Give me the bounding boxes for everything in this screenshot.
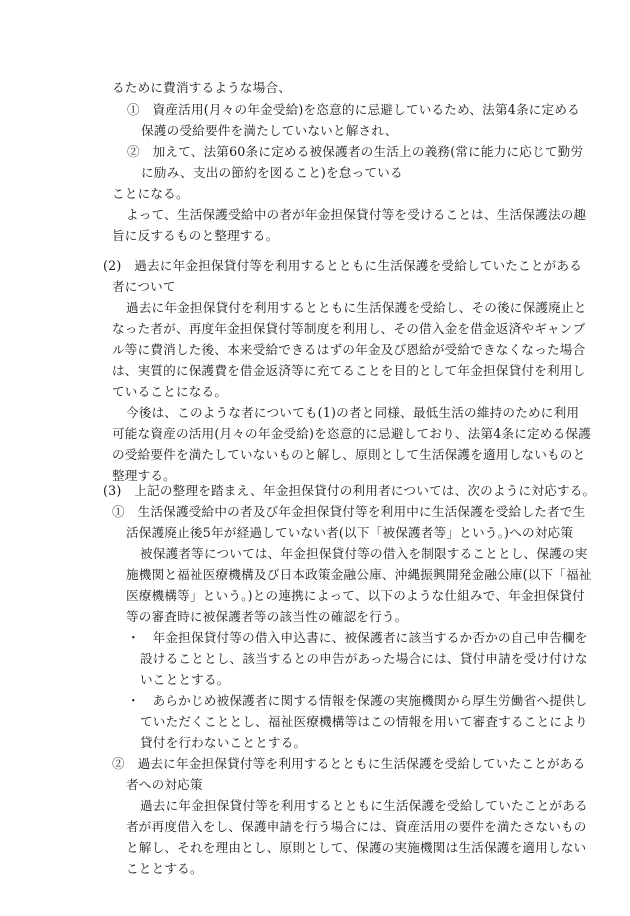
text-line: 貸付を行わないこととする。 (140, 735, 307, 750)
text-line: ・ あらかじめ被保護者に関する情報を保護の実施機関から厚生労働省へ提供し (127, 693, 588, 708)
text-line: こととする。 (126, 861, 203, 876)
text-line: 者について (112, 279, 176, 294)
text-line: 施機関と福祉医療機構及び日本政策金融公庫、沖縄振興開発金融公庫(以下「福祉 (126, 567, 592, 582)
text-line: (2) 過去に年金担保貸付等を利用するとともに生活保護を受給していたことがある (103, 258, 583, 273)
text-line: 医療機構等」という。)との連携によって、以下のような仕組みで、年金担保貸付 (126, 588, 585, 603)
text-line: 等の審査時に被保護者等の該当性の確認を行う。 (126, 609, 408, 624)
text-line: に励み、支出の節約を図ること)を怠っている (141, 165, 403, 180)
text-line: ていることになる。 (112, 384, 228, 399)
text-line: ・ 年金担保貸付等の借入申込書に、被保護者に該当するか否かの自己申告欄を (127, 630, 588, 645)
text-line: るために費消するような場合、 (112, 80, 292, 95)
text-line: 設けることとし、該当するとの申告があった場合には、貸付申請を受け付けな (140, 651, 588, 666)
text-line: 今後は、このような者についても(1)の者と同様、最低生活の維持のために利用 (126, 405, 580, 420)
text-line: 過去に年金担保貸付等を利用するとともに生活保護を受給していたことがある (140, 798, 588, 813)
text-line: なった者が、再度年金担保貸付等制度を利用し、その借入金を借金返済やギャンブ (112, 321, 586, 336)
text-line: ル等に費消した後、本来受給できるはずの年金及び恩給が受給できなくなった場合 (112, 342, 586, 357)
text-line: よって、生活保護受給中の者が年金担保貸付等を受けることは、生活保護法の趣 (126, 207, 587, 222)
text-line: 者が再度借入をし、保護申請を行う場合には、資産活用の要件を満たさないもの (126, 819, 587, 834)
text-line: ことになる。 (112, 186, 189, 201)
text-line: と解し、それを理由とし、原則として、保護の実施機関は生活保護を適用しない (126, 840, 587, 855)
text-line: いこととする。 (140, 672, 230, 687)
text-line: 可能な資産の活用(月々の年金受給)を恣意的に忌避しており、法第4条に定める保護 (112, 426, 592, 441)
text-line: ① 資産活用(月々の年金受給)を恣意的に忌避しているため、法第4条に定める (127, 102, 580, 117)
text-line: (3) 上記の整理を踏まえ、年金担保貸付の利用者については、次のように対応する。 (103, 483, 596, 498)
text-line: 保護の受給要件を満たしていないと解され、 (141, 123, 398, 138)
text-line: は、実質的に保護費を借金返済等に充てることを目的として年金担保貸付を利用し (112, 363, 586, 378)
text-line: 者への対応策 (126, 777, 203, 792)
text-line: 過去に年金担保貸付を利用するとともに生活保護を受給し、その後に保護廃止と (126, 300, 587, 315)
text-line: 被保護者等については、年金担保貸付等の借入を制限することとし、保護の実 (140, 546, 588, 561)
text-line: ① 生活保護受給中の者及び年金担保貸付等を利用中に生活保護を受給した者で生 (112, 504, 586, 519)
text-line: ② 過去に年金担保貸付等を利用するとともに生活保護を受給していたことがある (112, 756, 586, 771)
text-line: 整理する。 (112, 468, 176, 483)
text-line: 旨に反するものと整理する。 (112, 228, 279, 243)
text-line: の受給要件を満たしていないものと解し、原則として生活保護を適用しないものと (112, 447, 586, 462)
text-line: 活保護廃止後5年が経過していない者(以下「被保護者等」という。)への対応策 (126, 525, 574, 540)
text-line: ② 加えて、法第60条に定める被保護者の生活上の義務(常に能力に応じて勤労 (127, 144, 584, 159)
text-line: ていただくこととし、福祉医療機構等はこの情報を用いて審査することにより (140, 714, 588, 729)
